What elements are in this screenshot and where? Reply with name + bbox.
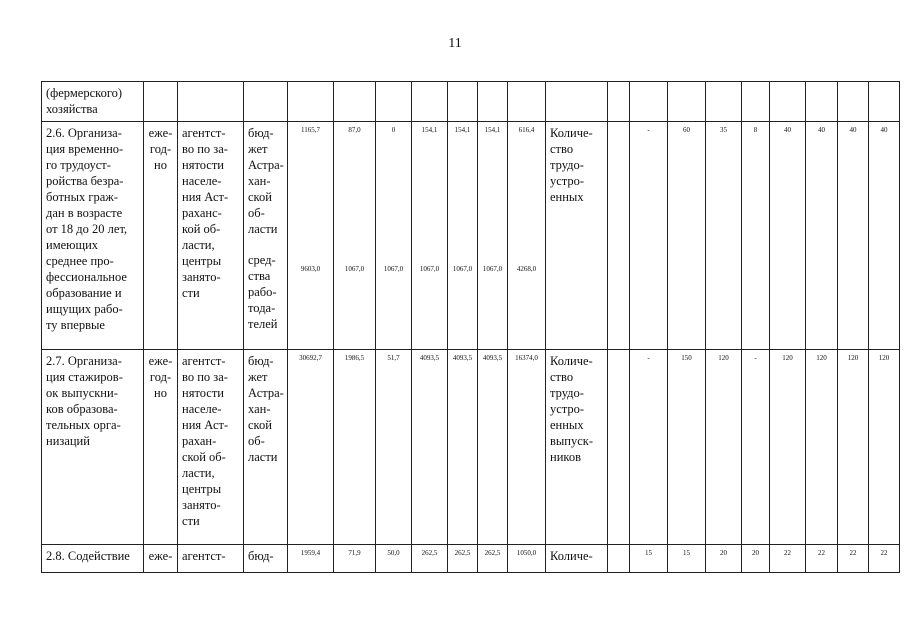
- target-value: [608, 545, 629, 558]
- activity-name: 2.7. Организа- ция стажиров- ок выпускни- ков образова- тельных орга- низаций: [46, 354, 123, 448]
- target-value: 120: [878, 354, 890, 362]
- table-row: [42, 122, 900, 350]
- target-value: 120: [718, 354, 729, 362]
- period: еже-: [148, 549, 173, 563]
- finance-total: 1165,7: [301, 126, 320, 134]
- target-value: -: [647, 126, 650, 134]
- finance-year: 262,5: [421, 549, 438, 557]
- finance-year: 154,1: [421, 126, 438, 134]
- finance-total: 30692,7: [299, 354, 322, 362]
- target-value: 40: [880, 126, 888, 134]
- finance-year: 50,0: [387, 549, 400, 557]
- period: еже- год- но: [148, 126, 173, 172]
- target-value: 22: [880, 549, 888, 557]
- target-value: 22: [849, 549, 857, 557]
- target-value: 15: [645, 549, 652, 557]
- page-number: 11: [448, 36, 462, 51]
- program-table: [41, 81, 900, 573]
- executor: агентст- во по за- нятости населе- ния Аст- рахан- ской об- ласти, центры занято- сти: [182, 354, 229, 528]
- funding-source: сред- ства рабо- тода- телей: [248, 253, 278, 331]
- finance-year: 154,1: [454, 126, 471, 134]
- table-row: [42, 350, 900, 545]
- finance-year: 154,1: [484, 126, 501, 134]
- finance-year: 87,0: [348, 126, 361, 134]
- target-value: 22: [818, 549, 825, 557]
- finance-year: 4093,5: [419, 354, 440, 362]
- activity-name: 2.8. Содействие: [46, 549, 130, 563]
- target-value: 150: [681, 354, 692, 362]
- period: [144, 82, 177, 85]
- finance-year: 1067,0: [344, 265, 365, 273]
- finance-year: 0: [391, 126, 396, 134]
- finance-year: 1986,5: [344, 354, 365, 362]
- finance-year: 1067,0: [419, 265, 440, 273]
- target-value: 120: [816, 354, 827, 362]
- funding-source: бюд-: [248, 549, 274, 563]
- period: еже- год- но: [148, 354, 173, 400]
- executor: агентст- во по за- нятости населе- ния Аст- раханс- кой об- ласти, центры занято- сти: [182, 126, 229, 300]
- target-value: 20: [720, 549, 727, 557]
- table-row: [42, 82, 900, 122]
- target-value: 15: [683, 549, 690, 557]
- finance-year: 16374,0: [515, 354, 538, 362]
- executor: агентст-: [182, 549, 226, 563]
- target-value: -: [754, 354, 757, 362]
- target-value: [608, 350, 629, 363]
- indicator: [546, 82, 607, 85]
- indicator: Количе-: [550, 549, 593, 563]
- indicator: Количе- ство трудо- устро- енных выпуск- ников: [550, 354, 594, 464]
- finance-year: 51,7: [387, 354, 400, 362]
- finance-year: 4093,5: [452, 354, 473, 362]
- target-value: 8: [753, 126, 758, 134]
- target-value: 120: [847, 354, 859, 362]
- finance-year: 262,5: [484, 549, 501, 557]
- finance-year: 616,4: [518, 126, 535, 134]
- target-value: 35: [720, 126, 727, 134]
- finance-total: 9603,0: [300, 265, 321, 273]
- target-value: 40: [849, 126, 857, 134]
- finance-year: 1050,0: [516, 549, 537, 557]
- finance-year: 262,5: [454, 549, 471, 557]
- target-value: 60: [683, 126, 690, 134]
- finance-year: 4093,5: [482, 354, 503, 362]
- target-value: 120: [782, 354, 793, 362]
- finance-year: 4268,0: [516, 265, 537, 273]
- activity-name: 2.6. Организа- ция временно- го трудоуст- ройства безра- ботных граж- дан в возрасте от 18 до 20 лет, имеющих среднее про- фессиональное образование и ищущих рабо- ту впервые: [46, 126, 128, 332]
- target-value: 40: [784, 126, 791, 134]
- target-value: [608, 122, 629, 135]
- indicator: Количе- ство трудо- устро- енных: [550, 126, 593, 204]
- table-row: [42, 545, 900, 573]
- target-value: 20: [752, 549, 759, 557]
- finance-year: 1067,0: [383, 265, 404, 273]
- finance-year: 71,9: [348, 549, 361, 557]
- target-value: 40: [818, 126, 825, 134]
- target-value: 22: [784, 549, 791, 557]
- finance-total: 1959,4: [300, 549, 321, 557]
- funding-source: бюд- жет Астра- хан- ской об- ласти: [248, 126, 284, 236]
- finance-year: 1067,0: [482, 265, 503, 273]
- activity-name: (фермерского) хозяйства: [46, 86, 123, 116]
- finance-year: 1067,0: [452, 265, 473, 273]
- target-value: -: [647, 354, 650, 362]
- funding-source: бюд- жет Астра- хан- ской об- ласти: [248, 354, 284, 464]
- executor: [178, 82, 243, 85]
